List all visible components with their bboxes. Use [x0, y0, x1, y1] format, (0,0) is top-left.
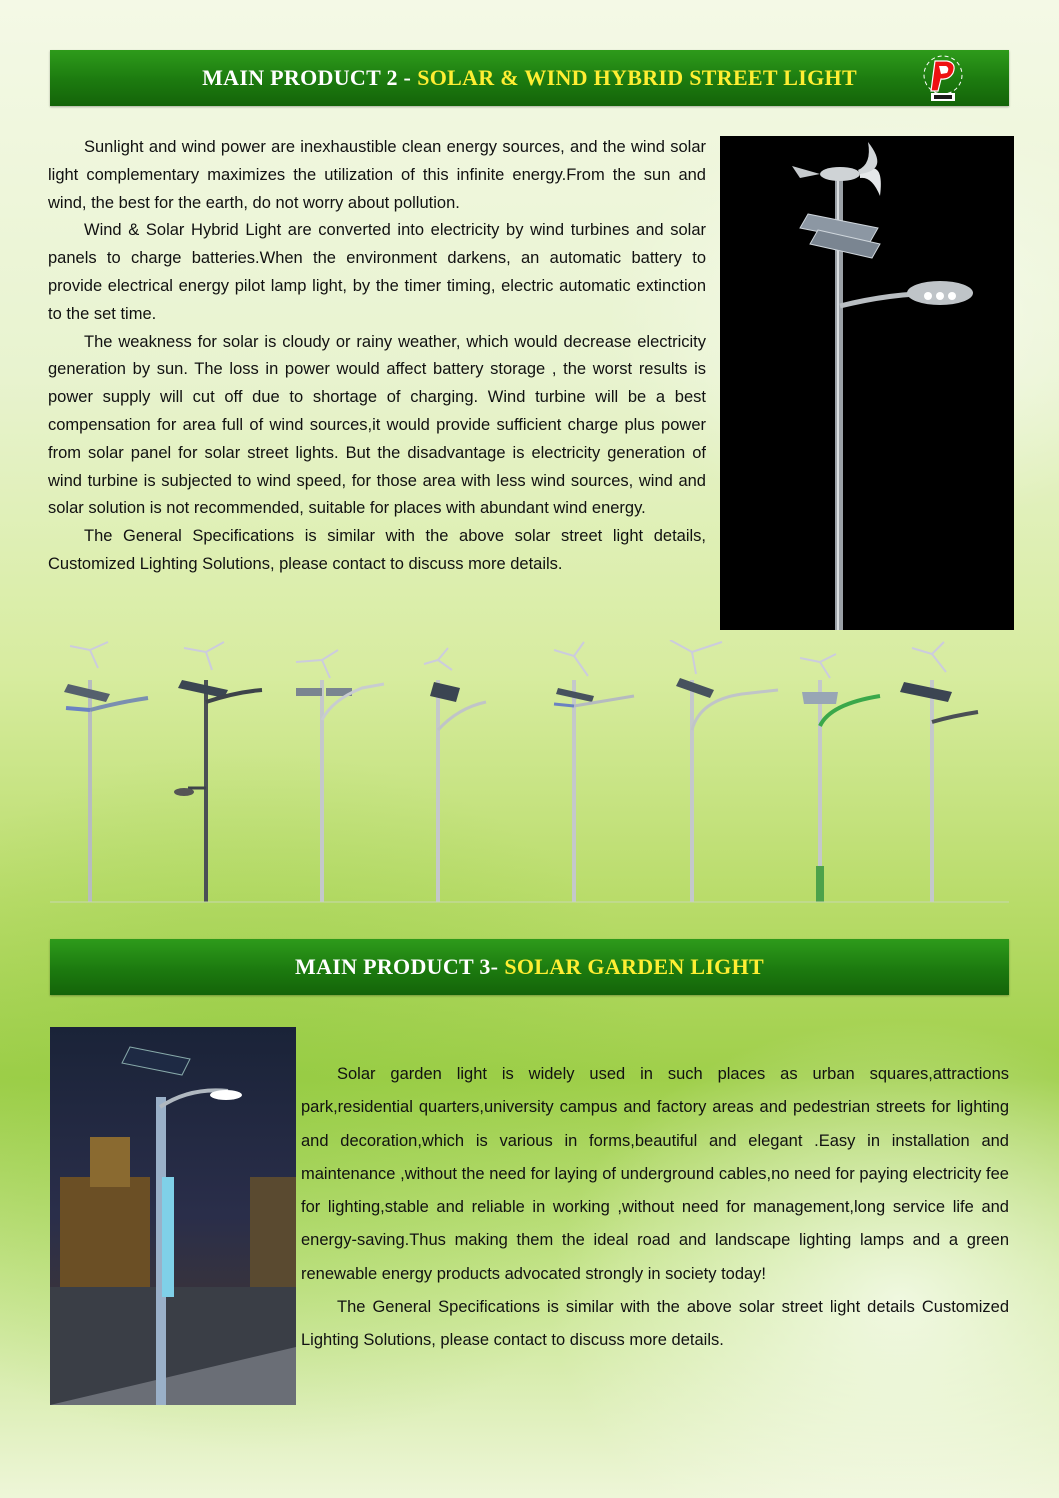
hybrid-light-models-gallery — [50, 640, 1009, 908]
light-model — [424, 648, 486, 902]
section-banner-product-3 — [50, 939, 1009, 995]
light-model — [800, 654, 880, 902]
light-model — [670, 640, 778, 902]
product-2-description — [48, 134, 706, 579]
paragraph: The General Specifications is similar with the above solar street light details Customized Lighting Solutions, please contact to discuss more details. — [301, 1298, 1009, 1350]
hybrid-street-light-photo — [720, 136, 1014, 630]
banner-highlight: SOLAR GARDEN LIGHT — [504, 954, 764, 979]
banner-highlight: SOLAR & WIND HYBRID STREET LIGHT — [417, 65, 857, 90]
light-model — [554, 642, 634, 902]
banner-prefix: MAIN PRODUCT 3- — [295, 954, 499, 979]
banner-prefix: MAIN PRODUCT 2 - — [202, 65, 412, 90]
solar-garden-light-photo — [50, 1027, 296, 1405]
paragraph: Sunlight and wind power are inexhaustible clean energy sources, and the wind solar light complementary maximizes the utilization of this infinite energy.From the sun and wind, the best for the earth, do not worry about pollution. — [48, 138, 706, 212]
paragraph: The General Specifications is similar with the above solar street light details, Customized Lighting Solutions, please contact to discuss more details. — [48, 527, 706, 573]
light-model — [900, 642, 978, 902]
light-model — [174, 642, 262, 902]
paragraph: The weakness for solar is cloudy or rainy weather, which would decrease electricity generation by sun. The loss in power would affect battery storage , the worst results is power supply will cut off due to shortage of charging. Wind turbine will be a best compensation for area full of wind sources,it would provide sufficient charge plus power from solar panel for solar street lights. But the disadvantage is electricity generation of wind turbine is subjected to wind speed, for those area with less wind sources, wind and solar solution is not recommended, suitable for places with abundant wind energy. — [48, 332, 706, 518]
section-banner-product-2 — [50, 50, 1009, 106]
light-model — [296, 650, 384, 902]
paragraph: Wind & Solar Hybrid Light are converted into electricity by wind turbines and solar panels to charge batteries.When the environment darkens, an automatic battery to provide electrical energy pilot lamp light, by the timer timing, electric automatic extinction to the set time. — [48, 221, 706, 323]
light-model — [64, 642, 148, 902]
product-3-description — [301, 1058, 1009, 1358]
paragraph: Solar garden light is widely used in such places as urban squares,attractions park,residential quarters,university campus and factory areas and pedestrian streets for lighting and decoration,which is various in forms,beautiful and elegant .Easy in installation and maintenance ,without the need for laying of underground cables,no need for paying electricity fee for lighting,stable and reliable in working ,without need for management,long service life and energy-saving.Thus making them the ideal road and landscape lighting lamps and a green renewable energy products advocated strongly in society today! — [301, 1065, 1009, 1283]
company-logo-icon — [917, 53, 969, 103]
